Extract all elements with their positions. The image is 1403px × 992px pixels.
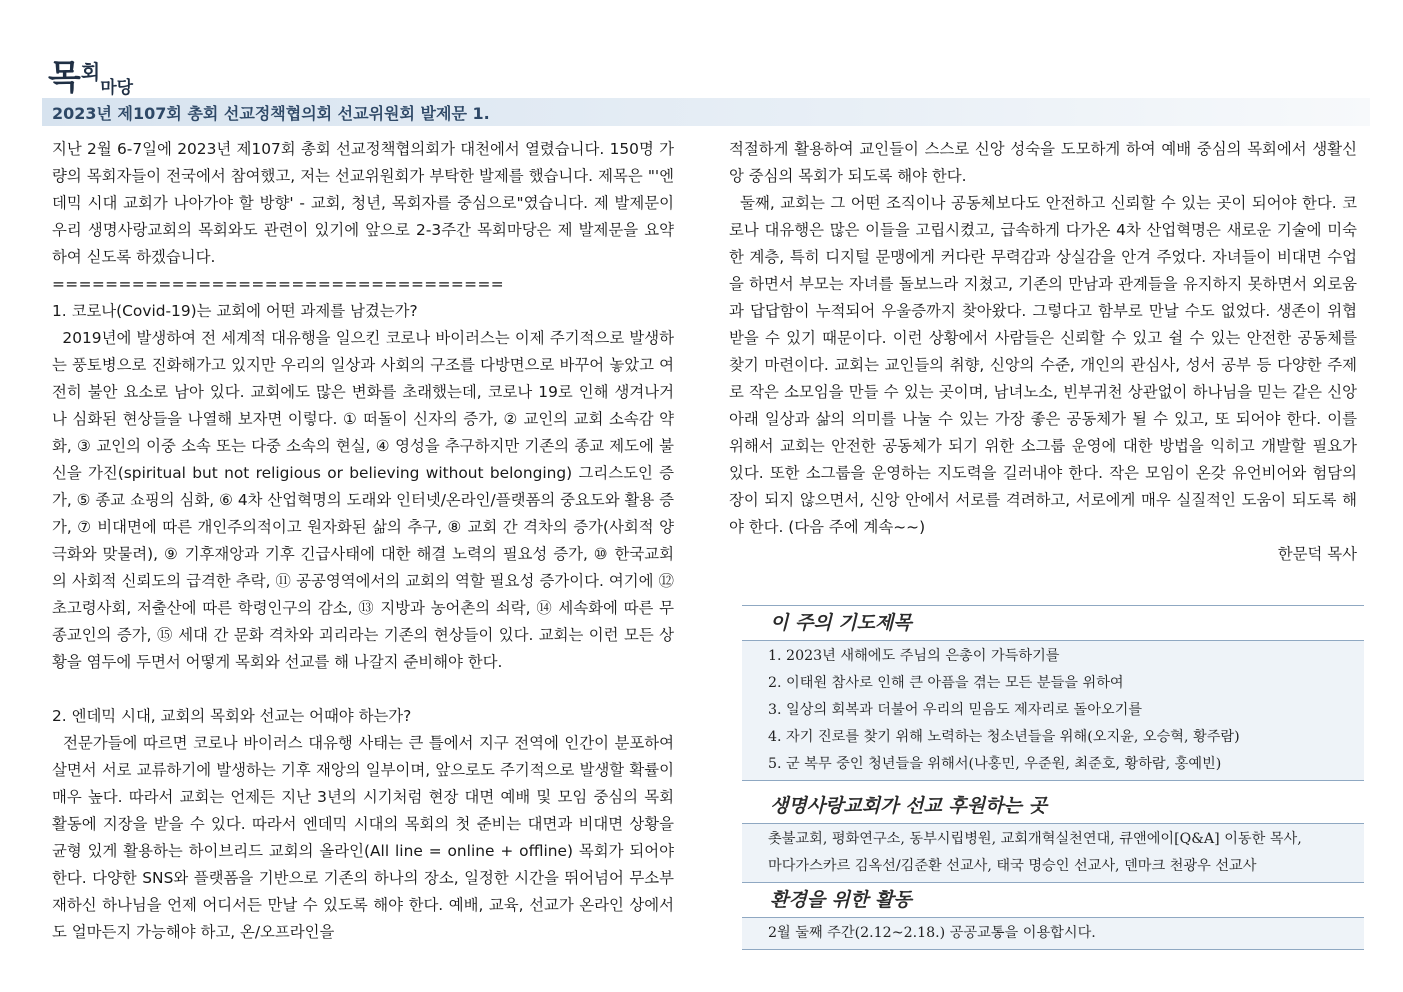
second-point-paragraph: 둘째, 교회는 그 어떤 조직이나 공동체보다도 안전하고 신뢰할 수 있는 곳이 되어야 한다. 코로나 대유행은 많은 이들을 고립시켰고, 급속하게 다가온 4차 산업혁명은 새로운 기술에 미숙한 계층, 특히 디지털 문맹에게 커다란 무력감과 상실감을 안겨 주었다. 자녀들이 비대면 수업을 하면서 부모는 자녀를 돌보느라 지쳤고, 기존의 만남과 관계들을 유지하지 못하면서 외로움과 답답함이 누적되어 우울증까지 찾아왔다. 그렇다고 함부로 만날 수도 없었다. 생존이 위협받을 수 있기 때문이다. 이런 상황에서 사람들은 신뢰할 수 있고 쉴 수 있는 안전한 공동체를 찾기 마련이다. 교회는 교인들의 취향, 신앙의 수준, 개인의 관심사, 성서 공부 등 다양한 주제로 작은 소모임을 만들 수 있는 곳이며, 남녀노소, 빈부귀천 상관없이 하나님을 믿는 같은 신앙 아래 일상과 삶의 의미를 나눌 수 있는 가장 좋은 공동체가 될 수 있고, 또 되어야 한다. 이를 위해서 교회는 안전한 공동체가 되기 위한 소그룹 운영에 대한 방법을 익히고 개발할 필요가 있다. 또한 소그룹을 운영하는 지도력을 길러내야 한다. 작은 모임이 온갖 유언비어와 험담의 장이 되지 않으면서, 신앙 안에서 서로를 격려하고, 서로에게 매우 실질적인 도움이 되도록 해야 한다. (다음 주에 계속~~) xyxy=(729,194,1362,536)
section-1-heading: 1. 코로나(Covid-19)는 교회에 어떤 과제를 남겼는가? xyxy=(52,302,418,320)
separator-line: ================================== xyxy=(52,275,505,293)
article-title: 2023년 제107회 총회 선교정책협의회 선교위원회 발제문 1. xyxy=(52,104,490,123)
logo-mid: 회 xyxy=(80,60,101,84)
mission-support-list xyxy=(742,824,1364,883)
prayer-item: 4. 자기 진로를 찾기 위해 노력하는 청소년들을 위해(오지윤, 오승혁, 황주람) xyxy=(768,729,1240,745)
section-1-body: 2019년에 발생하여 전 세계적 대유행을 일으킨 코로나 바이러스는 이제 주기적으로 발생하는 풍토병으로 진화해가고 있지만 우리의 일상과 사회의 구조를 다방면으로 바꾸어 놓았고 여전히 불안 요소로 남아 있다. 교회에도 많은 변화를 초래했는데, 코로나 19로 인해 생겨나거나 심화된 현상들을 나열해 보자면 이렇다. ① 떠돌이 신자의 증가, ② 교인의 교회 소속감 약화, ③ 교인의 이중 소속 또는 다중 소속의 현실, ④ 영성을 추구하지만 기존의 종교 제도에 불신을 가진(spiritual but not religious or believing without belonging) 그리스도인 증가, ⑤ 종교 쇼핑의 심화, ⑥ 4차 산업혁명의 도래와 인터넷/온라인/플랫폼의 중요도와 활용 증가, ⑦ 비대면에 따른 개인주의적이고 원자화된 삶의 추구, ⑧ 교회 간 격차의 증가(사회적 양극화와 맞물려), ⑨ 기후재앙과 기후 긴급사태에 대한 해결 노력의 필요성 증가, ⑩ 한국교회의 사회적 신뢰도의 급격한 추락, ⑪ 공공영역에서의 교회의 역할 필요성 증가이다. 여기에 ⑫ 초고령사회, 저출산에 따른 학령인구의 감소, ⑬ 지방과 농어촌의 쇠락, ⑭ 세속화에 따른 무종교인의 증가, ⑮ 세대 간 문화 격차와 괴리라는 기존의 현상들이 있다. 교회는 이런 모든 상황을 염두에 두면서 어떻게 목회와 선교를 해 나갈지 준비해야 한다. xyxy=(52,329,679,671)
mission-support-title: 생명사랑교회가 선교 후원하는 곳 xyxy=(742,789,1364,824)
section-logo xyxy=(48,50,133,96)
prayer-title: 이 주의 기도제목 xyxy=(742,606,1364,641)
continued-paragraph: 적절하게 활용하여 교인들이 스스로 신앙 성숙을 도모하게 하여 예배 중심의 목회에서 생활신앙 중심의 목회가 되도록 해야 한다. xyxy=(729,140,1357,185)
prayer-item: 3. 일상의 회복과 더불어 우리의 믿음도 제자리로 돌아오기를 xyxy=(768,702,1143,718)
section-2-heading: 2. 엔데믹 시대, 교회의 목회와 선교는 어때야 하는가? xyxy=(52,707,412,725)
blank-line xyxy=(52,676,674,703)
mission-support-line: 마다가스카르 김옥선/김준환 선교사, 태국 명승인 선교사, 덴마크 천광우 선교사 xyxy=(768,858,1257,874)
right-column xyxy=(729,136,1362,568)
prayer-box xyxy=(742,606,1364,781)
left-column xyxy=(52,136,679,946)
environment-box xyxy=(742,883,1364,950)
prayer-list xyxy=(742,641,1364,781)
mission-support-line: 촛불교회, 평화연구소, 동부시립병원, 교회개혁실천연대, 큐앤에이[Q&A] 이동한 목사, xyxy=(768,831,1302,847)
logo-small: 마당 xyxy=(100,78,134,98)
prayer-item: 5. 군 복무 중인 청년들을 위해서(나홍민, 우준원, 최준호, 황하람, 홍예빈) xyxy=(768,756,1222,772)
environment-title: 환경을 위한 활동 xyxy=(742,883,1364,918)
author-signature: 한문덕 목사 xyxy=(1277,545,1357,563)
environment-line: 2월 둘째 주간(2.12~2.18.) 공공교통을 이용합시다. xyxy=(768,925,1096,941)
header-bar xyxy=(42,98,1370,126)
mission-support-box xyxy=(742,789,1364,883)
intro-paragraph: 지난 2월 6-7일에 2023년 제107회 총회 선교정책협의회가 대천에서 열렸습니다. 150명 가량의 목회자들이 전국에서 참여했고, 저는 선교위원회가 부탁한 발제를 했습니다. 제목은 "'엔데믹 시대 교회가 나아가야 할 방향' - 교회, 청년, 목회자를 중심으로"였습니다. 제 발제문이 우리 생명사랑교회의 목회와도 관련이 있기에 앞으로 2-3주간 목회마당은 제 발제문을 요약하여 싣도록 하겠습니다. xyxy=(52,140,674,266)
section-2-body: 전문가들에 따르면 코로나 바이러스 대유행 사태는 큰 틀에서 지구 전역에 인간이 분포하여 살면서 서로 교류하기에 발생하는 기후 재앙의 일부이며, 앞으로도 주기적으로 발생할 확률이 매우 높다. 따라서 교회는 언제든 지난 3년의 시기처럼 현장 대면 예배 및 모임 중심의 목회 활동에 지장을 받을 수 있다. 따라서 엔데믹 시대의 목회의 첫 준비는 대면과 비대면 상황을 균형 있게 활용하는 하이브리드 교회의 올라인(All line = online + offline) 목회가 되어야 한다. 다양한 SNS와 플랫폼을 기반으로 기존의 하나의 장소, 일정한 시간을 뛰어넘어 무소부재하신 하나님을 언제 어디서든 만날 수 있도록 해야 한다. 예배, 교육, 선교가 온라인 상에서도 얼마든지 가능해야 하고, 온/오프라인을 xyxy=(52,734,679,941)
environment-list xyxy=(742,918,1364,950)
prayer-item: 2. 이태원 참사로 인해 큰 아픔을 겪는 모든 분들을 위하여 xyxy=(768,675,1124,691)
prayer-item: 1. 2023년 새해에도 주님의 은총이 가득하기를 xyxy=(768,648,1060,664)
logo-big: 목 xyxy=(48,58,81,98)
